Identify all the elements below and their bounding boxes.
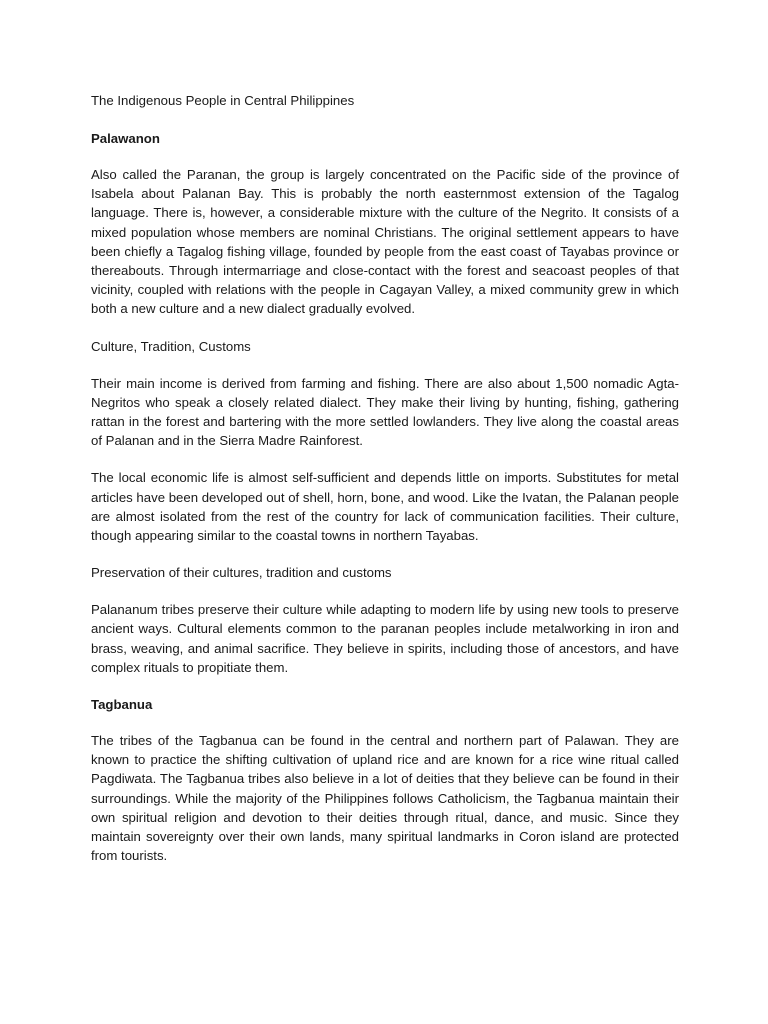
- preservation-paragraph: Palananum tribes preserve their culture while adapting to modern life by using new tools to preserve ancient ways. Cultural elements common to the paranan peoples include metalworking in iron and brass, weaving, and animal sacrifice. They believe in spirits, including those of ancestors, and have complex rituals to propitiate them.: [91, 602, 679, 675]
- preservation-subheading: Preservation of their cultures, tradition and customs: [91, 565, 392, 581]
- section-heading-tagbanua: Tagbanua: [91, 697, 153, 713]
- tagbanua-intro-paragraph: The tribes of the Tagbanua can be found in the central and northern part of Palawan. They are known to practice the shifting cultivation of upland rice and are known for a rice wine ritual called Pagdiwata. The Tagbanua tribes also believe in a lot of deities that they believe can be found in their surroundings. While the majority of the Philippines follows Catholicism, the Tagbanua maintain their own spiritual religion and devotion to their deities through ritual, dance, and music. Since they maintain sovereignty over their own lands, many spiritual landmarks in Coron island are protected from tourists.: [91, 733, 679, 864]
- culture-subheading: Culture, Tradition, Customs: [91, 338, 251, 354]
- document-page: [91, 91, 679, 883]
- culture-paragraph-2: The local economic life is almost self-sufficient and depends little on imports. Substitutes for metal articles have been developed out of shell, horn, bone, and wood. Like the Ivatan, the Palanan people are almost isolated from the rest of the country for lack of communication facilities. Their culture, though appearing similar to the coastal towns in northern Tayabas.: [91, 470, 680, 544]
- palawanon-intro-paragraph: Also called the Paranan, the group is largely concentrated on the Pacific side of the province of Isabela about Palanan Bay. This is probably the north easternmost extension of the Tagalog language. There is, however, a considerable mixture with the culture of the Negrito. It consists of a mixed population whose members are nominal Christians. The original settlement appears to have been chiefly a Tagalog fishing village, founded by people from the east coast of Tayabas province or thereabouts. Through intermarriage and close-contact with the forest and seacoast peoples of that vicinity, coupled with relations with the people in Cagayan Valley, a mixed community grew in which both a new culture and a new dialect gradually evolved.: [91, 167, 679, 317]
- culture-paragraph-1: Their main income is derived from farming and fishing. There are also about 1,500 nomadic Agta- Negritos who speak a closely related dialect. They make their living by hunting, fishing, gathering rattan in the forest and bartering with the more settled lowlanders. They live along the coastal areas of Palanan and in the Sierra Madre Rainforest.: [91, 375, 679, 449]
- document-title: The Indigenous People in Central Philippines: [91, 93, 355, 108]
- section-heading-palawanon: Palawanon: [91, 131, 160, 146]
